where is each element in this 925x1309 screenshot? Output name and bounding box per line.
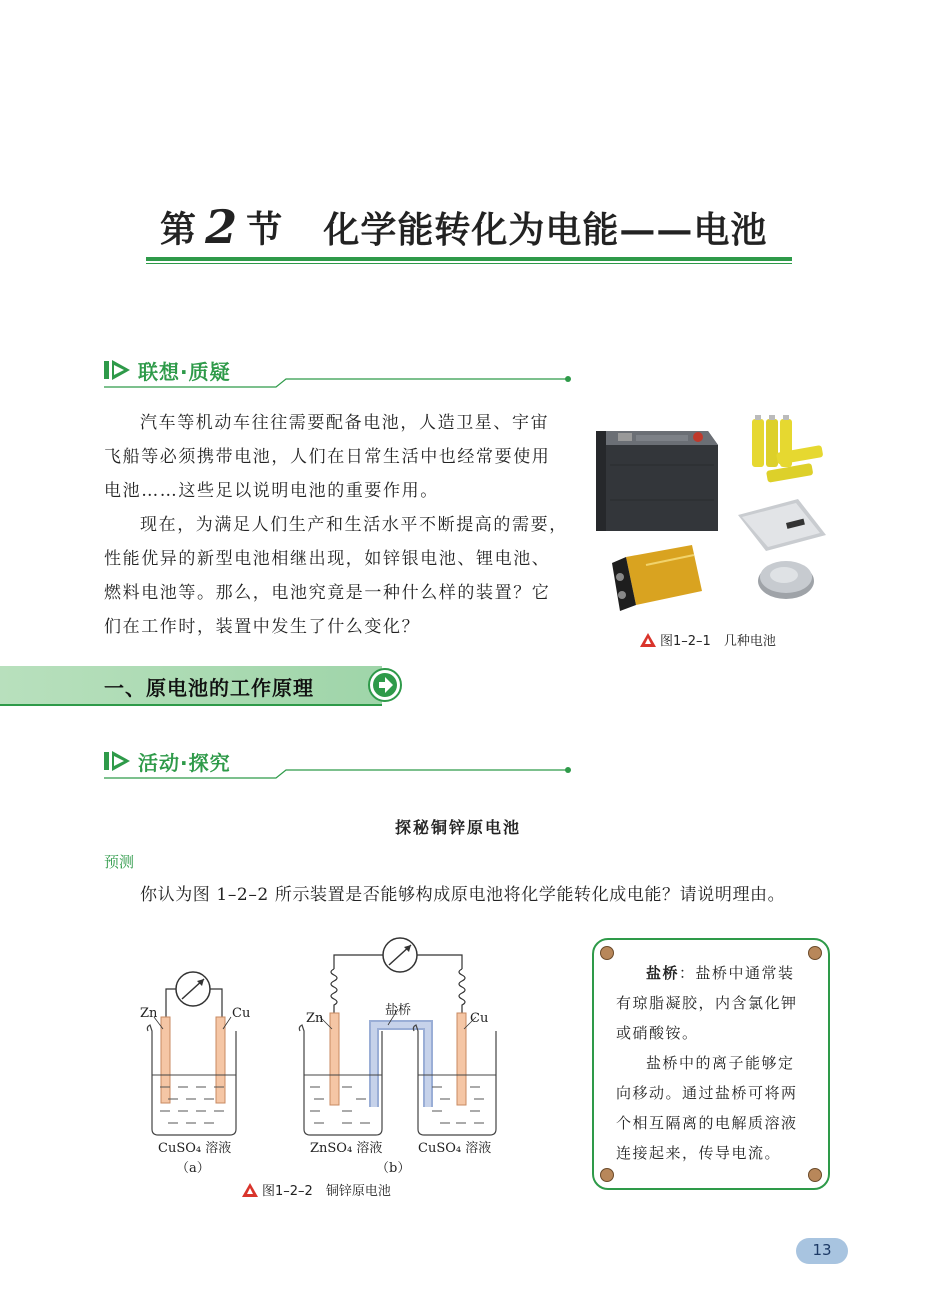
screw-icon [808,1168,822,1182]
activity-heading [104,747,584,787]
title-underline-thin [146,263,792,264]
association-heading [104,356,584,396]
activity-heading-text: 活动·探究 [138,751,231,775]
note-line: 盐桥中的离子能够定 [646,1054,795,1072]
text-line: 汽车等机动车往往需要配备电池，人造卫星、宇宙 [140,413,550,433]
paragraph-2 [104,508,574,644]
label-solution-b-right: CuSO₄ 溶液 [418,1141,492,1156]
figure-galvanic-cells [130,935,510,1205]
warning-triangle-icon [640,633,656,647]
label-cu-a: Cu [232,1006,251,1021]
text-line: 们在工作时，装置中发生了什么变化？ [104,617,421,637]
label-zn-a: Zn [140,1006,158,1021]
nine-volt-battery-icon [612,545,702,611]
text-line: 性能优异的新型电池相继出现，如锌银电池、锂电池、 [104,549,551,569]
figure2-caption: 图1–2–2 铜锌原电池 [242,1180,391,1199]
figure-batteries [590,405,830,620]
association-heading-text: 联想·质疑 [138,360,231,384]
note-line: 或硝酸铵。 [616,1024,699,1042]
note-box [592,938,830,1190]
figure1-caption: 图1–2–1 几种电池 [640,630,776,649]
car-battery-icon [596,431,718,531]
heading-line [104,767,576,783]
note-term: 盐桥 [646,964,680,982]
batteries-photo [590,405,830,620]
note-line: 向移动。通过盐桥可将两 [616,1084,798,1102]
label-salt-bridge: 盐桥 [385,1003,412,1018]
aa-batteries-icon [752,415,823,483]
text-line: 飞船等必须携带电池，人们在日常生活中也经常要使用 [104,447,551,467]
coin-cell-icon [758,561,814,599]
subsection-title: 一、原电池的工作原理 [104,676,314,700]
note-text [616,958,816,1168]
section-number: 2 [205,200,238,254]
phone-battery-icon [738,499,826,551]
warning-triangle-icon [242,1183,258,1197]
note-line: ：盐桥中通常装 [679,964,795,982]
section-prefix: 第 [160,208,197,251]
section-suffix: 节 [246,208,283,251]
activity-title: 探秘铜锌原电池 [395,818,522,837]
heading-line [104,376,576,392]
predict-text: 你认为图 1–2–2 所示装置是否能够构成原电池将化学能转化成电能？请说明理由。 [140,885,786,905]
paragraph-1 [104,406,574,508]
section-title-text: 化学能转化为电能——电池 [323,208,768,251]
label-cu-b: Cu [470,1011,489,1026]
arrow-circle-icon [366,668,404,702]
note-line: 个相互隔离的电解质溶液 [616,1114,798,1132]
title-underline [146,257,792,261]
note-line: 连接起来，传导电流。 [616,1144,782,1162]
association-text [104,406,574,644]
label-solution-b-left: ZnSO₄ 溶液 [310,1141,383,1156]
cell-b-diagram [299,938,496,1135]
text-line: 现在，为满足人们生产和生活水平不断提高的需要， [140,515,568,535]
text-line: 电池……这些足以说明电池的重要作用。 [104,481,439,501]
label-zn-b: Zn [306,1011,324,1026]
label-solution-a: CuSO₄ 溶液 [158,1141,232,1156]
note-line: 有琼脂凝胶，内含氯化钾 [616,994,798,1012]
cell-a-diagram [147,972,236,1135]
text-line: 燃料电池等。那么，电池究竟是一种什么样的装置？它 [104,583,551,603]
screw-icon [600,946,614,960]
predict-label: 预测 [104,853,135,871]
label-b: （b） [376,1161,411,1176]
page-number: 13 [812,1241,832,1259]
label-a: （a） [176,1161,210,1176]
subsection-band-underline [0,704,382,706]
screw-icon [600,1168,614,1182]
section-title [160,200,800,252]
